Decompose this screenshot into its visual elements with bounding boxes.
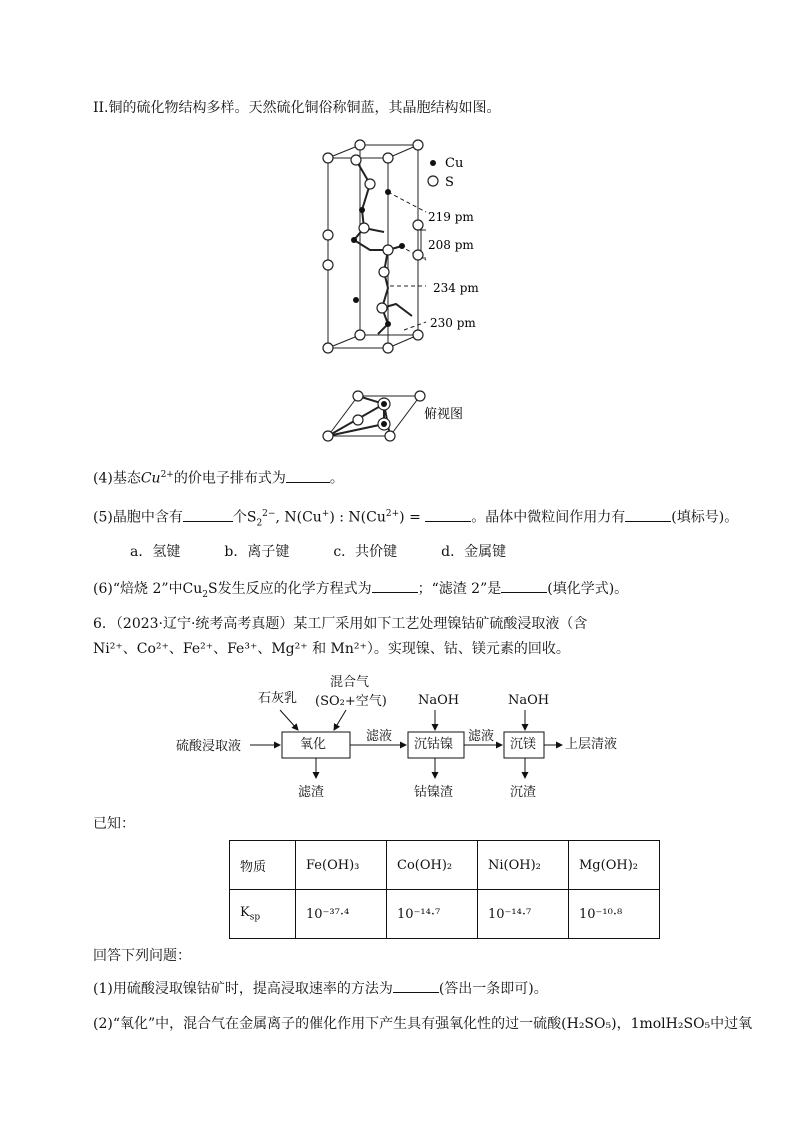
table-cell: Ni(OH)₂ [478,841,569,890]
reagent-gas-1: 混合气 [330,675,370,690]
step-mg: 沉镁 [510,737,537,752]
distance-230: 230 pm [430,316,476,330]
option-d: d．金属键 [441,544,507,560]
table-cell: 10⁻³⁷·⁴ [296,890,387,939]
table-header-row [230,841,660,890]
option-c: c．共价键 [333,544,398,560]
answer-blank[interactable] [501,578,547,593]
flow-input: 硫酸浸取液 [176,739,242,754]
distance-234: 234 pm [433,281,479,295]
step-co-ni: 沉钴镍 [414,737,454,752]
residue-1: 滤渣 [298,785,325,800]
answer-prompt: 回答下列问题： [93,948,191,964]
filtrate-2: 滤液 [468,729,495,744]
reagent-naoh-2: NaOH [508,693,550,708]
answer-blank[interactable] [393,978,439,993]
crystal-structure-figure [300,120,520,450]
answer-blank[interactable] [183,507,233,522]
ksp-table [229,840,660,939]
table-cell: 10⁻¹⁴·⁷ [387,890,478,939]
step-oxidation: 氧化 [300,737,327,752]
distance-219: 219 pm [428,210,474,224]
table-cell: $K_{sp}$ [230,890,296,939]
option-a: a．氢键 [130,544,181,560]
question-6: (6)“焙烧 2”中$Cu_2S$发生反应的化学方程式为 ；“滤渣 2”是 (填化学式)。 [93,578,628,605]
process-flowchart [170,670,640,805]
legend-s: S [445,175,454,190]
table-row [230,890,660,939]
answer-blank[interactable] [286,468,330,483]
reagent-naoh-1: NaOH [418,693,460,708]
section-header: II.铜的硫化物结构多样。天然硫化铜俗称铜蓝，其晶胞结构如图。 [93,100,501,116]
final-solution: 上层清液 [565,737,618,752]
part-2: (2)“氧化”中，混合气在金属离子的催化作用下产生具有强氧化性的过一硫酸(H₂SO₅)，1molH₂SO₅中过氧 [93,1016,753,1032]
table-cell: 10⁻¹⁰·⁸ [569,890,660,939]
q5-options [130,542,550,562]
part-1: (1)用硫酸浸取镍钴矿时，提高浸取速率的方法为 (答出一条即可)。 [93,978,548,999]
known-label: 已知： [93,816,135,832]
distance-208: 208 pm [428,238,474,252]
legend-cu: Cu [445,156,464,171]
question-4: (4)基态$Cu^{2+}$的价电子排布式为 。 [93,465,344,489]
problem-6-line1: 6．（2023·辽宁·统考高考真题）某工厂采用如下工艺处理镍钴矿硫酸浸取液（含 [93,616,588,632]
reagent-gas-2: (SO₂+空气) [315,694,387,709]
filtrate-1: 滤液 [366,729,393,744]
problem-6-line2: Ni²⁺、Co²⁺、Fe²⁺、Fe³⁺、Mg²⁺ 和 Mn²⁺）。实现镍、钴、镁元素的回收。 [93,641,570,657]
table-cell: Fe(OH)₃ [296,841,387,890]
residue-co-ni: 钴镍渣 [414,785,454,800]
answer-blank[interactable] [625,507,671,522]
residue-mg: 沉渣 [510,785,537,800]
option-b: b．离子键 [224,544,290,560]
table-cell: Mg(OH)₂ [569,841,660,890]
table-cell: Co(OH)₂ [387,841,478,890]
table-cell: 10⁻¹⁴·⁷ [478,890,569,939]
top-view-label: 俯视图 [424,407,464,422]
question-5: (5)晶胞中含有 个$S_2^{2-}$, N(Cu+) : $N(Cu^{2+})$ = 。晶体中微粒间作用力有 (填标号)。 [93,504,738,533]
answer-blank[interactable] [372,578,418,593]
answer-blank[interactable] [425,507,471,522]
table-cell: 物质 [230,841,296,890]
reagent-lime: 石灰乳 [258,691,298,706]
